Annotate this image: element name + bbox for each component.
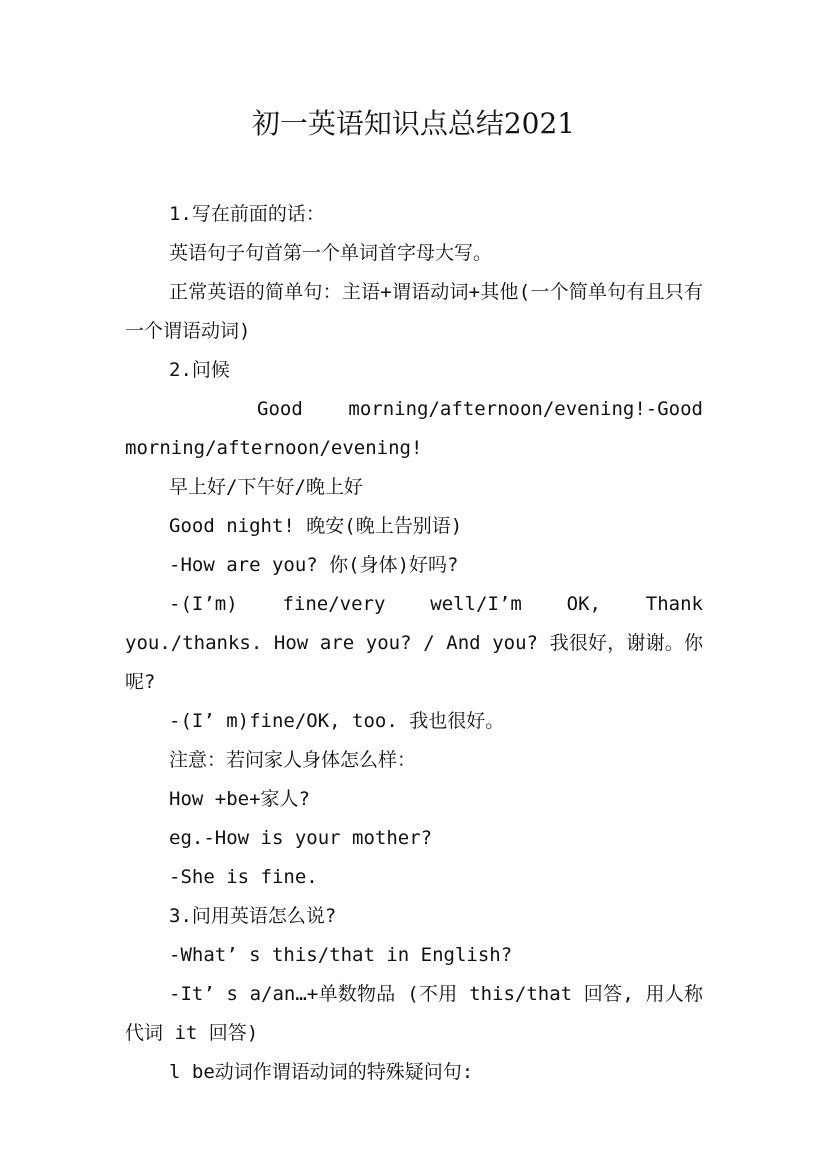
paragraph-note-family: 注意：若问家人身体怎么样：	[169, 749, 417, 771]
paragraph-how-say-heading: 3.问用英语怎么说?	[169, 905, 337, 927]
paragraph-example-mother: eg.-How is your mother?	[169, 827, 433, 849]
paragraph-she-is-fine: -She is fine.	[169, 866, 318, 888]
document-body	[125, 195, 703, 1092]
paragraph-whats-this: -What’ s this/that in English?	[169, 944, 513, 966]
page-title: 初一英语知识点总结2021	[251, 107, 576, 140]
paragraph-how-are-you: -How are you? 你(身体)好吗?	[169, 554, 459, 576]
paragraph-how-be-family: How +be+家人?	[169, 788, 310, 810]
paragraph-greeting-translation: 早上好/下午好/晚上好	[169, 476, 363, 498]
paragraph-be-verb-question: l be动词作谓语动词的特殊疑问句:	[169, 1061, 474, 1083]
paragraph-greetings-heading: 2.问候	[169, 359, 230, 381]
paragraph-intro-heading: 1.写在前面的话：	[169, 203, 325, 225]
paragraph-fine-reply: -(I’m) fine/very well/I’m OK, Thank you./thanks. How are you? / And you? 我很好，谢谢。你呢?	[125, 593, 703, 693]
paragraph-its-a: -It’ s a/an…+单数物品 (不用 this/that 回答, 用人称代词 it 回答)	[125, 983, 703, 1044]
paragraph-capitalization: 英语句子句首第一个单词首字母大写。	[169, 242, 493, 264]
paragraph-good-night: Good night! 晚安(晚上告别语)	[169, 515, 463, 537]
paragraph-good-morning: Good morning/afternoon/evening!-Good morning/afternoon/evening!	[125, 398, 703, 459]
paragraph-simple-sentence: 正常英语的简单句：主语+谓语动词+其他(一个简单句有且只有一个谓语动词)	[125, 281, 703, 342]
paragraph-fine-too: -(I’ m)fine/OK, too. 我也很好。	[169, 710, 505, 732]
